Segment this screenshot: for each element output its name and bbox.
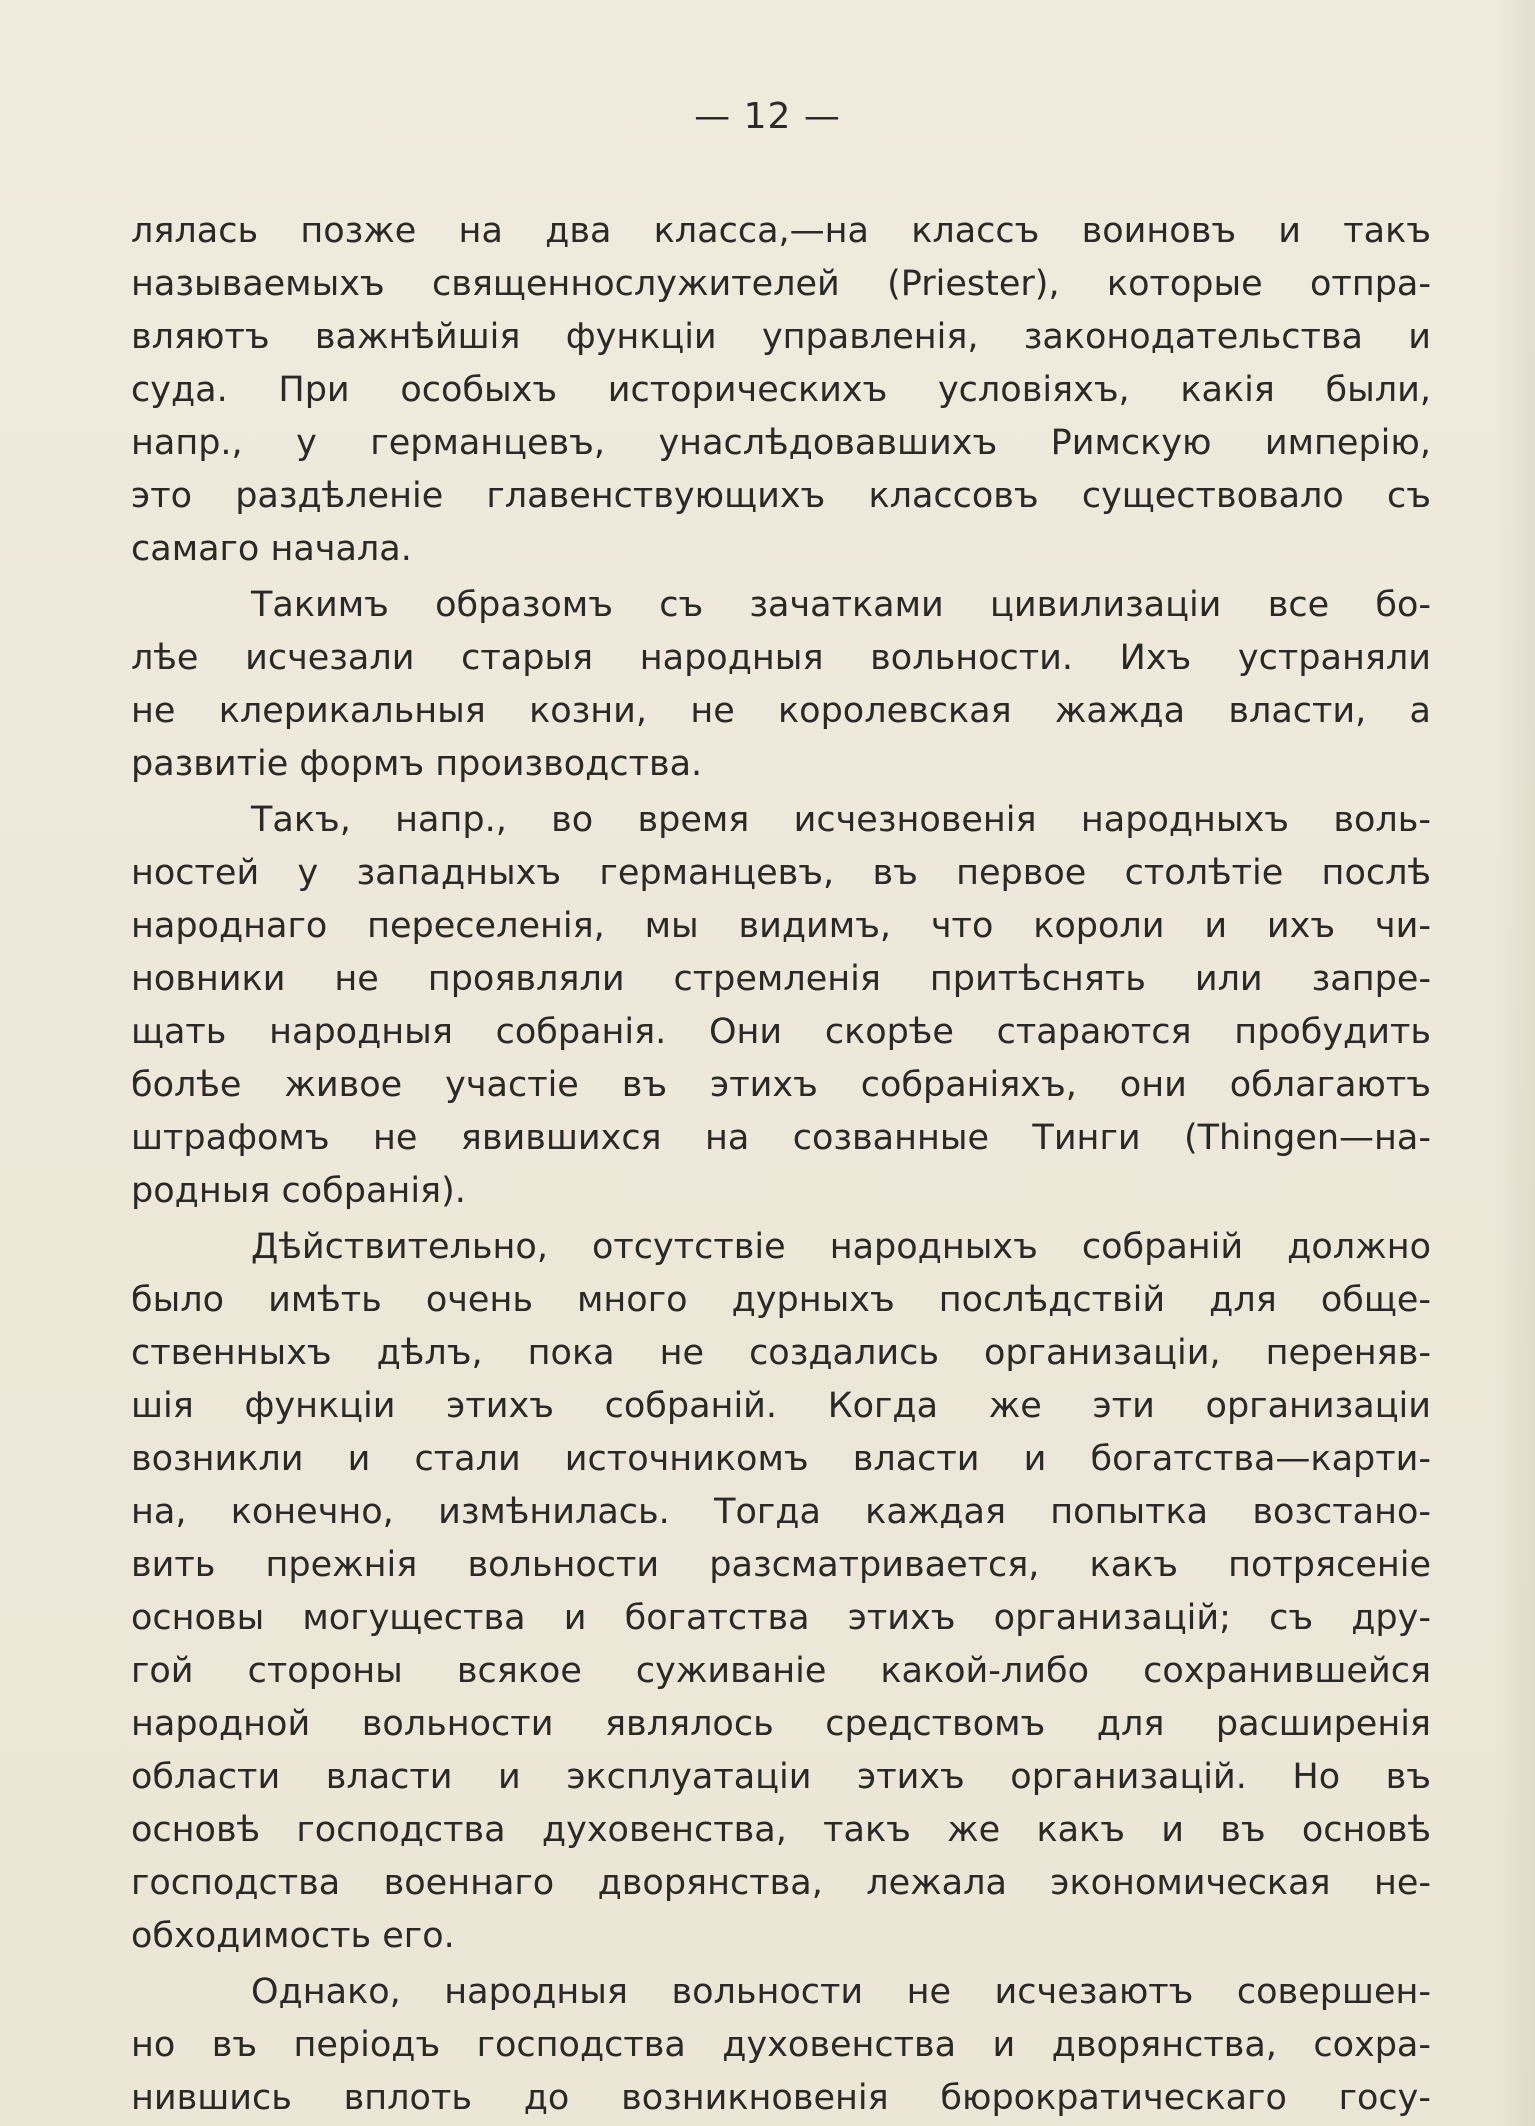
text-line: гой стороны всякое суживаніе какой-либо сохранившейся	[131, 1651, 1431, 1691]
paragraph	[131, 1966, 1431, 2125]
text-line: обходимость его.	[131, 1916, 455, 1956]
text-line: основы могущества и богатства этихъ организацій; съ дру-	[131, 1598, 1431, 1638]
text-line: вляютъ важнѣйшія функціи управленія, законодательства и	[131, 317, 1431, 357]
text-line: господства военнаго дворянства, лежала экономическая не-	[131, 1863, 1431, 1903]
text-line: напр., у германцевъ, унаслѣдовавшихъ Римскую имперію,	[131, 423, 1431, 463]
text-line: на, конечно, измѣнилась. Тогда каждая попытка возстано-	[131, 1492, 1431, 1532]
paragraph	[131, 579, 1431, 791]
text-line: не клерикальныя козни, не королевская жажда власти, а	[131, 691, 1431, 731]
text-line: народнаго переселенія, мы видимъ, что короли и ихъ чи-	[131, 906, 1431, 946]
paragraph	[131, 205, 1431, 576]
text-line: штрафомъ не явившихся на созванные Тинги (Thingen—на-	[131, 1118, 1431, 1158]
text-line: родныя собранія).	[131, 1171, 466, 1211]
paragraph	[131, 794, 1431, 1218]
text-line: это раздѣленіе главенствующихъ классовъ существовало съ	[131, 476, 1431, 516]
text-line: но въ періодъ господства духовенства и дворянства, сохра-	[131, 2025, 1431, 2065]
text-line: самаго начала.	[131, 529, 412, 569]
text-line: было имѣть очень много дурныхъ послѣдствій для обще-	[131, 1280, 1431, 1320]
text-line: лялась позже на два класса,—на классъ воиновъ и такъ	[131, 211, 1431, 251]
paragraph	[131, 1221, 1431, 1963]
text-line: основѣ господства духовенства, такъ же какъ и въ основѣ	[131, 1810, 1431, 1850]
text-line: болѣе живое участіе въ этихъ собраніяхъ, они облагаютъ	[131, 1065, 1431, 1105]
text-line: шія функціи этихъ собраній. Когда же эти организаціи	[131, 1386, 1431, 1426]
text-line: щать народныя собранія. Они скорѣе стараются пробудить	[131, 1012, 1431, 1052]
text-line: Дѣйствительно, отсутствіе народныхъ собраній должно	[251, 1227, 1431, 1267]
text-line: называемыхъ священнослужителей (Priester), которые отпра-	[131, 264, 1431, 304]
text-line: Однако, народныя вольности не исчезаютъ совершен-	[251, 1972, 1431, 2012]
text-line: возникли и стали источникомъ власти и богатства—карти-	[131, 1439, 1431, 1479]
text-line: народной вольности являлось средствомъ для расширенія	[131, 1704, 1431, 1744]
text-line: Такъ, напр., во время исчезновенія народныхъ воль-	[251, 800, 1431, 840]
text-line: суда. При особыхъ историческихъ условіяхъ, какія были,	[131, 370, 1431, 410]
text-line: нившись вплоть до возникновенія бюрократическаго госу-	[131, 2078, 1431, 2118]
text-line: ностей у западныхъ германцевъ, въ первое столѣтіе послѣ	[131, 853, 1431, 893]
text-line: развитіе формъ производства.	[131, 744, 703, 784]
page-number: — 12 —	[694, 96, 841, 137]
body-text	[131, 205, 1431, 2125]
text-line: Такимъ образомъ съ зачатками цивилизаціи все бо-	[251, 585, 1431, 625]
text-line: новники не проявляли стремленія притѣснять или запре-	[131, 959, 1431, 999]
text-line: области власти и эксплуатаціи этихъ организацій. Но въ	[131, 1757, 1431, 1797]
text-line: лѣе исчезали старыя народныя вольности. Ихъ устраняли	[131, 638, 1431, 678]
text-line: вить прежнія вольности разсматривается, какъ потрясеніе	[131, 1545, 1431, 1585]
text-line: ственныхъ дѣлъ, пока не создались организаціи, переняв-	[131, 1333, 1431, 1373]
